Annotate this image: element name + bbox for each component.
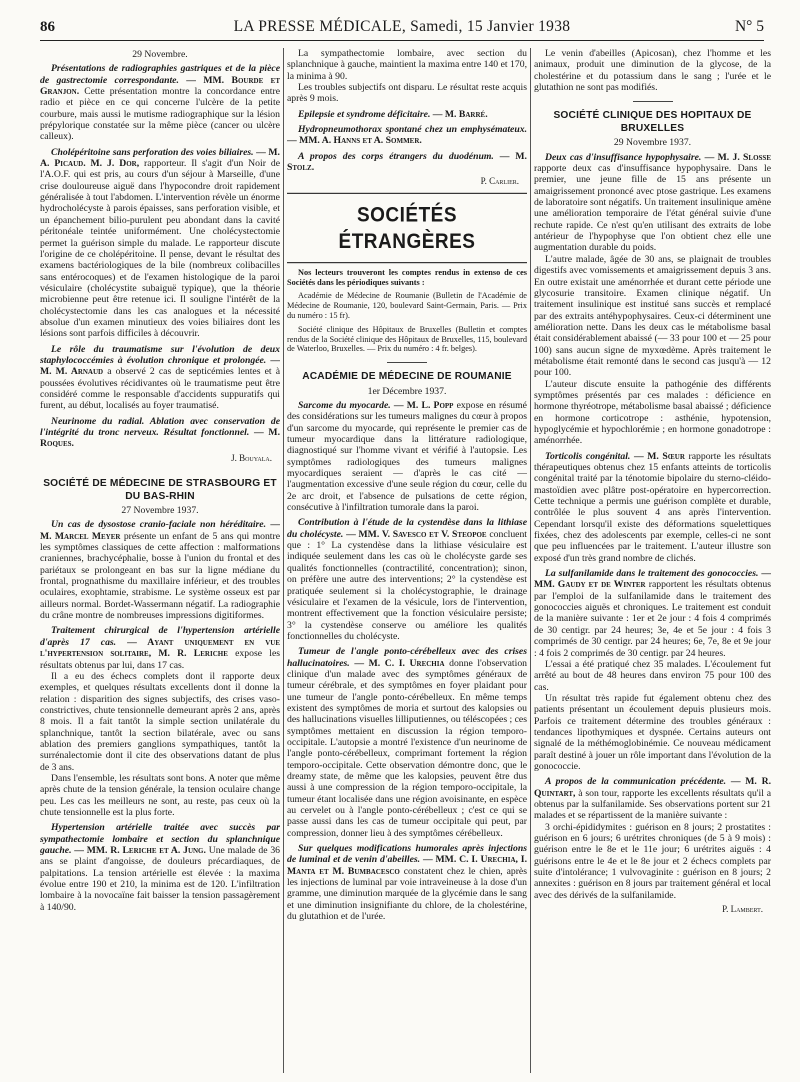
signature: P. Carlier. — [480, 176, 519, 187]
paragraph: Il a eu des échecs complets dont il rapporte deux exemples, et quelques résultats excellents dont il donne la relation : disparition des signes subjectifs, des crises vaso-constrictives, chute tensionnelle demeurant après 2 ans, après 8 mois. Il a fait tantôt la simple section unilatérale du splanchnique, tantôt la section bilatérale, avec ou sans ablation des premiers ganglions sympathiques, tantôt la surrénalectomie dont il cite des observations datant de plus de 3 ans. — [40, 670, 280, 773]
article: Deux cas d'insuffisance hypophysaire. — M. J. Slosse rapporte deux cas d'insuffisance hypophysaire. Dans le premier, une jeune fille de 15 ans présente un amaigrissement prononcé avec ptose gastrique. Les examens de laboratoire sont négatifs. Un traitement insulinique amène une amélioration temporaire de l'état général suivie d'une rechute rapide. Ce n'est qu'en utilisant des extraits de lobe antérieur de l'hypophyse que l'on obtient chez elle une augmentation durable du poids. — [534, 151, 771, 254]
column-divider — [530, 48, 531, 1073]
society-heading: SOCIÉTÉ DE MÉDECINE DE STRASBOURG ET DU BAS-RHIN — [43, 478, 277, 502]
running-title: LA PRESSE MÉDICALE, Samedi, 15 Janvier 1938 — [233, 18, 571, 35]
article: Hydropneumothorax spontané chez un emphysémateux. — MM. A. Hanns et A. Sommer. — [287, 124, 527, 147]
article: Présentations de radiographies gastriques et de la pièce de gastrectomie correspondante. — MM. Bourde et Granjon. Cette présentation montre la concordance entre radio et pièce en ce qui concerne l'ulcère de la petite courbure, mais aussi le mutisme radiographique sur la lésion prépylorique constatée sur la même pièce (cancer ou ulcère calleux). — [40, 63, 280, 143]
session-date: 27 Novembre 1937. — [121, 505, 199, 517]
column-3 — [534, 48, 771, 1078]
society-heading: SOCIÉTÉ CLINIQUE DES HOPITAUX DE BRUXELLES — [553, 110, 752, 134]
article: La sulfanilamide dans le traitement des gonococcies. — MM. Gaudy et de Winter rapportent les résultats obtenus par l'emploi de la sulfanilamide dans le traitement des gonococcies aiguës et chroniques. Le traitement est conduit de la manière suivante : 1er et 2e jour : 4 fois 4 comprimés de 30 centigr. par 24 heures; 3e, 4e et 5e jour : 4 fois 3 comprimés de 30 centigr. par 24 heures; 6e, 7e, 8e et 9e jour : 4 fois 2 comprimés de 30 centigr. par 24 heures. — [534, 568, 771, 659]
periodical-reference: Société clinique des Hôpitaux de Bruxelles (Bulletin et comptes rendus de la Société clinique des Hôpitaux de Bruxelles, 115, boulevard de Waterloo, Bruxelles. — Prix du numéro : 4 fr. belges). — [287, 324, 527, 354]
paragraph: 3 orchi-épididymites : guérison en 8 jours; 2 prostatites : guérison en 6 jours; 6 urétrites chroniques (de 5 à 9 mois) : guérison entre le 8e et le 11e jour; 6 urétrites aiguës : 4 guérisons entre le 4e et le 8e jour et 2 échecs complets par suite d'intolérance; 1 vulvovaginite : guérison en 8 jours; 2 annexites : guérison en 8 jours par traitement général et local avec des dérivés de la sulfanilamide. — [534, 821, 771, 901]
divider — [633, 101, 673, 102]
paragraph: Le venin d'abeilles (Apicosan), chez l'homme et les animaux, produit une diminution de la glycose, de la cholestérine et du potassium dans le sang ; l'urée et le glutathion ne sont pas modifiés. — [534, 48, 771, 94]
column-divider — [283, 48, 284, 1073]
paragraph: Les troubles subjectifs ont disparu. Le résultat reste acquis après 9 mois. — [287, 82, 527, 105]
article: A propos de la communication précédente. — M. R. Quintart, à son tour, rapporte les excellents résultats qu'il a obtenus par la sulfanilamide. Ses observations portent sur 21 malades et se répartissent de la manière suivante : — [534, 776, 771, 822]
session-date: 1er Décembre 1937. — [367, 385, 447, 397]
divider — [387, 362, 427, 363]
article: A propos des corps étrangers du duodénum. — M. Stolz. — [287, 150, 527, 174]
paragraph: L'autre malade, âgée de 30 ans, se plaignait de troubles digestifs avec vomissements et amaigrissement depuis 3 ans. En outre existait une aménorrhée et durant cette période une glycosurie transitoire. Examen clinique négatif. Un traitement insulinique est institué sans succès et remplacé par des extraits antéhypophysaires. Ceux-ci déterminent une amélioration nette. Dans les deux cas le métabolisme basal était considérablement abaissé (— 33 pour 100 et — 25 pour 100) sans aucun signe de myxœdème. Après traitement le métabolisme était remonté dans le second cas jusqu'à — 12 pour 100. — [534, 253, 771, 379]
article: Sarcome du myocarde. — M. L. Popp expose en résumé des considérations sur les tumeurs malignes du cœur à propos d'un sarcome du myocarde, qui représente le premier cas de tumeur myocardique dans la littérature radiologique, diagnostiqué sur l'homme vivant et vérifié à l'autopsie. Les symptômes radiologiques des tumeurs malignes myocardiques seraient — d'après le cas cité — l'augmentation excessive d'une seule région du cœur, celle du 2e arc droit, et l'absence de pulsations de cette région, consécutive à l'infiltration tumorale dans la paroi. — [287, 400, 527, 514]
periodicals-note: Nos lecteurs trouveront les comptes rendus in extenso de ces Sociétés dans les périodiques suivants : — [287, 267, 527, 287]
article: Cholépéritoine sans perforation des voies biliaires. — M. A. Picaud. M. J. Dor, rapporteur. Il s'agit d'un Noir de l'A.O.F. qui est pris, au cours d'un séjour à Marseille, d'une crise douloureuse aiguë dans l'hypocondre droit rapidement généralisée à tout l'abdomen. L'intervention révèle un énorme hydrocholécyste à parois épaisses, sans perforation visible, et un épanchement bilio-purulent peu abondant dans la cavité péritonéale teintée uniformément. Une cholécystectomie permet la guérison simple du malade. Le rapporteur discute l'origine de ce cholépéritoine. Il pense, devant le résultat des examens bactériologiques de la bile (nombreux colibacilles sans entérocoques) et de l'examen histologique de la paroi vésiculaire (cholécystite subaiguë typique), que la théorie microbienne peut être retenue ici. Il souligne l'intérêt de la cholécystectomie dans les cas analogues et la nécessité absolue d'un examen minutieux des voies biliaires dont les lésions sont parfois difficiles à découvrir. — [40, 146, 280, 340]
section-title: SOCIÉTÉS ÉTRANGÈRES — [287, 193, 527, 263]
column-1 — [40, 48, 280, 1078]
issue-number: N° 5 — [734, 18, 764, 35]
paragraph: L'auteur discute ensuite la pathogénie des différents symptômes présentés par ces malades : déficience en hormone thyréotrope, métabolisme basal abaissé ; déficience en hormone corticotrope : asthénie, hypotension, hypoglycémie et hypochlorémie ; en hormone gonadotrope : aménorrhée. — [534, 378, 771, 447]
signature: J. Bouyala. — [231, 452, 272, 463]
article: Contribution à l'étude de la cystendèse dans la lithiase du cholécyste. — MM. V. Savesco et V. Steopoe concluent que : 1° La cystendèse dans la lithiase vésiculaire est indiquée seulement dans les cas où le cholécyste garde ses qualités fonctionnelles (contractilité, concentration); sinon, on préfère une autre des interventions; 2° la cystendèse est pratiquée seulement si la cholécystographie, le drainage vésiculaire et l'examen de la vésicule, lors de l'intervention, montrent effectivement que la fonction vésiculaire persiste; 3° la cystendèse conserve ou améliore les qualités fonctionnelles du cholécyste. — [287, 517, 527, 642]
paragraph: La sympathectomie lombaire, avec section du splanchnique à gauche, maintient la maxima entre 140 et 170, la minima à 90. — [287, 48, 527, 82]
article: Tumeur de l'angle ponto-cérébelleux avec des crises hallucinatoires. — M. C. I. Urechia donne l'observation clinique d'un malade avec des symptômes généraux de tumeur cérébrale, et des symptômes en foyer plaidant pour une tumeur de l'angle ponto-cérébelleux. En même temps existent des symptômes de moria et surtout des kalopsies ou des hallucinations visuelles lilliputiennes, ou téléscopées ; ces symptômes mettaient en discussion la région temporo-occipitale. L'autopsie a montré l'existence d'un neurinome de l'angle ponto-cérébelleux, comprimant fortement la région temporo-occipitale. Cette observation démontre donc, que le dreamy state, de même que les kalopsies, peuvent être dus aussi à une compression de la région temporo-occipitale, la tumeur étant localisée dans une région avoisinante, en espèce au cervelet ou à l'angle ponto-cérébelleux ; c'est ce qui se passe aussi dans les cas de tumeur occipitale qui peut, par compression, donner lieu à des symptômes cérébelleux. — [287, 646, 527, 839]
society-heading: ACADÉMIE DE MÉDECINE DE ROUMANIE — [302, 371, 512, 383]
page-number: 86 — [40, 19, 55, 35]
article: Torticolis congénital. — M. Sœur rapporte les résultats thérapeutiques obtenus chez 15 enfants atteints de torticolis congénital traité par la ténotomie bipolaire du sterno-cléido-mastoïdien avec plâtre post-opératoire en hypercorrection. Cette technique a permis une guérison complète et durable, contrôlée le plus souvent 4 ans après l'intervention. Cependant lorsqu'il existe des déformations squelettiques fixées, chez des adolescents par exemple, celles-ci ne sont que peu influencées par le traitement. L'auteur illustre son exposé d'un très grand nombre de clichés. — [534, 450, 771, 564]
paragraph: Un résultat très rapide fut également obtenu chez des patients présentant un écoulement depuis plusieurs mois. Parfois ce traitement détermine des troubles généraux : tendances lipothymiques et dyspnée. Certains auteurs ont signalé de la méthémoglobinémie. Ce nouveau médicament paraît destiné à jouer un rôle important dans l'évolution de la gonococcie. — [534, 692, 771, 772]
session-date: 29 Novembre 1937. — [613, 137, 692, 149]
paragraph: Dans l'ensemble, les résultats sont bons. A noter que même après chute de la tension générale, la tension oculaire change peu. Les cas les meilleurs ne sont, au reste, pas ceux où la chute tensionnelle est la plus forte. — [40, 772, 280, 818]
article: Neurinome du radial. Ablation avec conservation de l'intégrité du tronc nerveux. Résultat fonctionnel. — M. Roques. — [40, 415, 280, 450]
article: Hypertension artérielle traitée avec succès par sympathectomie lombaire et section du splanchnique gauche. — MM. R. Leriche et A. Jung. Une malade de 36 ans se plaint d'angoisse, de douleurs précardiaques, de palpitations. La tension artérielle est élevée : la maxima évolue entre 190 et 210, la minima est de 120. L'infiltration lombaire à la novocaïne fait baisser la tension passagèrement à 140/90. — [40, 822, 280, 913]
article: Traitement chirurgical de l'hypertension artérielle d'après 17 cas. — Ayant uniquement en vue l'hypertension solitaire, M. R. Leriche expose les résultats obtenus par lui, dans 17 cas. — [40, 625, 280, 671]
session-date: 29 Novembre. — [132, 49, 188, 60]
article: Le rôle du traumatisme sur l'évolution de deux staphylococcémies à évolution chronique et prolongée. — M. M. Arnaud a observé 2 cas de septicémies lentes et à poussées évolutives récidivantes où le traumatisme peut être considéré comme le responsable d'accidents suppuratifs qui furent, au début, localisés au foyer traumatisé. — [40, 343, 280, 412]
column-2 — [287, 48, 527, 1078]
article: Sur quelques modifications humorales après injections de luminal et de venin d'abeilles. — MM. C. I. Urechia, I. Manta et M. Bumbacesco constatent chez le chien, après les injections de luminal par voie intraveineuse à la dose d'un gramme, une diminution marquée de la glycémie dans le sang et une diminution insignifiante du chlore, de la cholestérine, du glutathion et de l'urée. — [287, 843, 527, 923]
signature: P. Lambert. — [722, 904, 763, 915]
page-header — [40, 15, 764, 41]
paragraph: L'essai a été pratiqué chez 35 malades. L'écoulement fut arrêté au bout de 48 heures dans environ 75 pour 100 des cas. — [534, 658, 771, 693]
article: Epilepsie et syndrome déficitaire. — M. Barré. — [298, 108, 488, 120]
article: Un cas de dysostose cranio-faciale non héréditaire. — M. Marcel Meyer présente un enfant de 5 ans qui montre les symptômes classiques de cette affection : malformations craniennes, brachycéphalie, bosse à l'union du frontal et des pariétaux se prolongeant en bas sur la ligne médiane du frontal, prognathisme du maxillaire inférieur, et des troubles oculaires, exophtamie, strabisme. Le système osseux est par ailleurs normal. Bordet-Wassermann négatif. La radiographie du crâne montre de nombreuses impressions digitiformes. — [40, 519, 280, 622]
header-rule — [40, 40, 764, 41]
periodical-reference: Académie de Médecine de Roumanie (Bulletin de l'Académie de Médecine de Roumanie, 120, boulevard Saint-Germain, Paris. — Prix du numéro : 15 fr). — [287, 291, 527, 320]
